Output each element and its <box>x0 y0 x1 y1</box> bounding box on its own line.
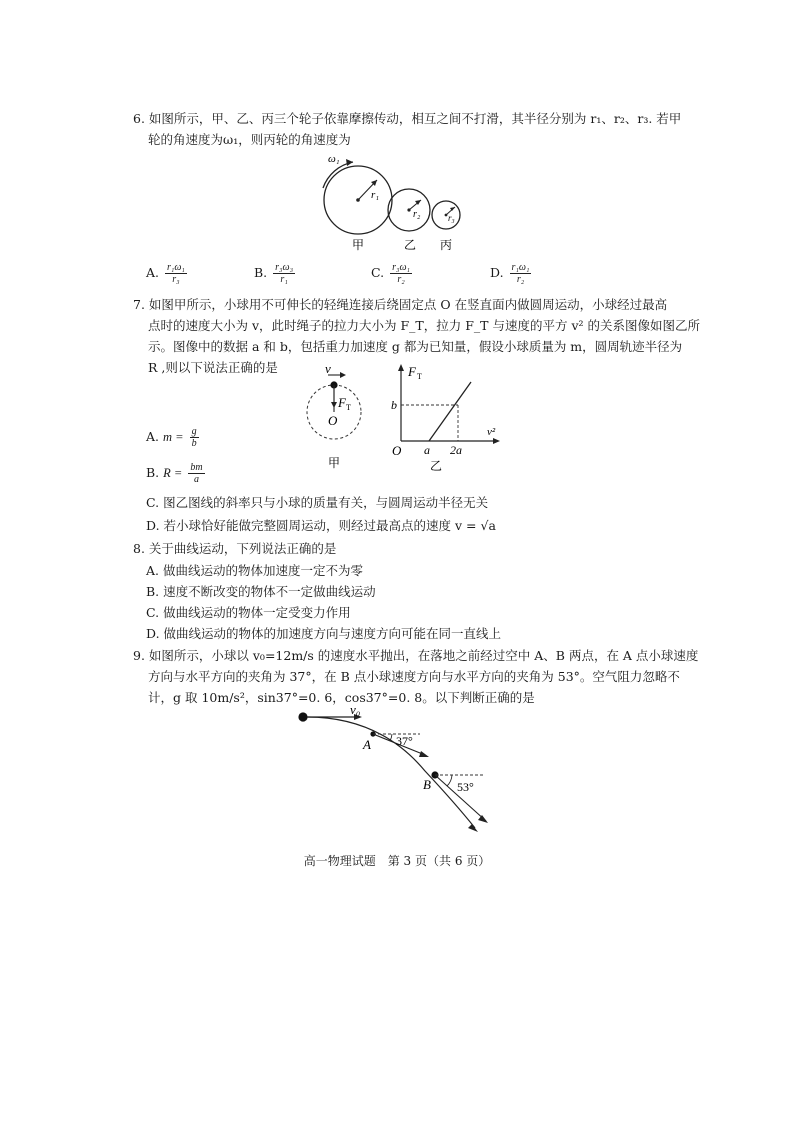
q7-line-4: R ,则以下说法正确的是 <box>148 360 278 375</box>
q6-caption-jia: 甲 <box>352 238 365 252</box>
q9-label-a: A <box>363 737 371 752</box>
q7b-label-ft-sub: T <box>417 372 422 381</box>
q7b-label-ft: F <box>408 364 416 379</box>
q7-line-1: 7. 如图甲所示，小球用不可伸长的轻绳连接后绕固定点 O 在竖直面内做圆周运动，小球经过最高 <box>133 297 668 312</box>
q6-option-d-fraction: $\frac{\text{r₁ω₁}}{\text{r₂}}$ <box>511 262 530 285</box>
q6-option-a: A. $\frac{\text{r₁ω₁}}{\text{r₃}}$ <box>146 262 185 285</box>
q7-option-a-fraction: $\frac{g}{b}$ <box>191 426 197 449</box>
q7b-label-b: b <box>391 398 397 412</box>
q7b-label-a: a <box>424 443 430 457</box>
q6-label-r2: r₂ <box>413 209 421 220</box>
q6-option-b: B. $\frac{\text{r₃ω₃}}{\text{r₁}}$ <box>254 262 294 285</box>
q9-angle-37: 37° <box>396 734 413 748</box>
q6-wheels-figure <box>305 150 485 255</box>
q9-label-b: B <box>423 777 431 792</box>
q6-option-c-fraction: $\frac{\text{r₃ω₁}}{\text{r₂}}$ <box>392 262 410 285</box>
q8-option-c: C. 做曲线运动的物体一定受变力作用 <box>146 605 351 620</box>
q7-circle-figure <box>298 362 378 472</box>
q7a-caption: 甲 <box>328 456 341 470</box>
q7b-label-2a: 2a <box>450 443 462 457</box>
q7-option-d: D. 若小球恰好能做完整圆周运动，则经过最高点的速度 v = √a <box>146 518 496 533</box>
q7-line-2: 点时的速度大小为 v，此时绳子的拉力大小为 F_T，拉力 F_T 与速度的平方 v² 的关系图像如图乙所 <box>148 318 700 333</box>
q7-option-b: B. R = $\frac{bm}{a}$ <box>146 462 203 485</box>
q7a-label-ft-sub: T <box>346 403 351 412</box>
q9-line-1: 9. 如图所示，小球以 v₀=12m/s 的速度水平抛出，在落地之前经过空中 A、B 两点，在 A 点小球速度 <box>133 648 699 663</box>
q6-label-omega: ω₁ <box>328 153 340 165</box>
q7-graph-figure <box>388 360 508 475</box>
q8-option-d: D. 做曲线运动的物体的加速度方向与速度方向可能在同一直线上 <box>146 626 502 641</box>
q6-option-d: D. $\frac{\text{r₁ω₁}}{\text{r₂}}$ <box>490 262 530 285</box>
q7-line-3: 示。图像中的数据 a 和 b，包括重力加速度 g 都为已知量，假设小球质量为 m，圆周轨迹半径为 <box>148 339 683 354</box>
q7-option-c: C. 图乙图线的斜率只与小球的质量有关，与圆周运动半径无关 <box>146 495 489 510</box>
q6-option-b-fraction: $\frac{\text{r₃ω₃}}{\text{r₁}}$ <box>275 262 294 285</box>
q9-label-v0: v₀ <box>350 703 361 717</box>
q6-label-r1: r₁ <box>371 189 380 201</box>
q9-line-2: 方向与水平方向的夹角为 37°，在 B 点小球速度方向与水平方向的夹角为 53°。空气阻力忽略不 <box>148 669 680 684</box>
q7a-label-ft: F <box>338 395 346 410</box>
q6-label-r3: r₃ <box>448 213 455 223</box>
q7b-label-o: O <box>392 443 402 458</box>
q6-caption-yi: 乙 <box>404 238 417 252</box>
q9-projectile-figure <box>290 703 500 833</box>
q6-option-c: C. $\frac{\text{r₃ω₁}}{\text{r₂}}$ <box>371 262 410 285</box>
q7-option-a: A. m = $\frac{g}{b}$ <box>146 426 197 449</box>
page-footer: 高一物理试题 第 3 页（共 6 页） <box>303 854 491 868</box>
q7b-label-v2: v² <box>487 426 496 438</box>
q8-option-a: A. 做曲线运动的物体加速度一定不为零 <box>146 563 363 578</box>
q7a-label-v: v <box>325 362 331 376</box>
q6-option-a-fraction: $\frac{\text{r₁ω₁}}{\text{r₃}}$ <box>167 262 185 285</box>
q6-caption-bing: 丙 <box>440 238 453 252</box>
q6-line-1: 6. 如图所示，甲、乙、丙三个轮子依靠摩擦传动，相互之间不打滑，其半径分别为 r₁、r₂、r₃. 若甲 <box>133 111 682 126</box>
q7b-caption: 乙 <box>430 459 443 473</box>
q7a-label-o: O <box>328 413 338 428</box>
q9-line-3: 计，g 取 10m/s²，sin37°=0. 6，cos37°=0. 8。以下判断正确的是 <box>148 690 535 705</box>
q6-line-2: 轮的角速度为ω₁，则丙轮的角速度为 <box>148 132 351 147</box>
q8-option-b: B. 速度不断改变的物体不一定做曲线运动 <box>146 584 376 599</box>
q7-option-b-fraction: $\frac{bm}{a}$ <box>190 462 203 485</box>
q9-angle-53: 53° <box>457 780 474 794</box>
q8-line-1: 8. 关于曲线运动，下列说法正确的是 <box>133 541 337 556</box>
